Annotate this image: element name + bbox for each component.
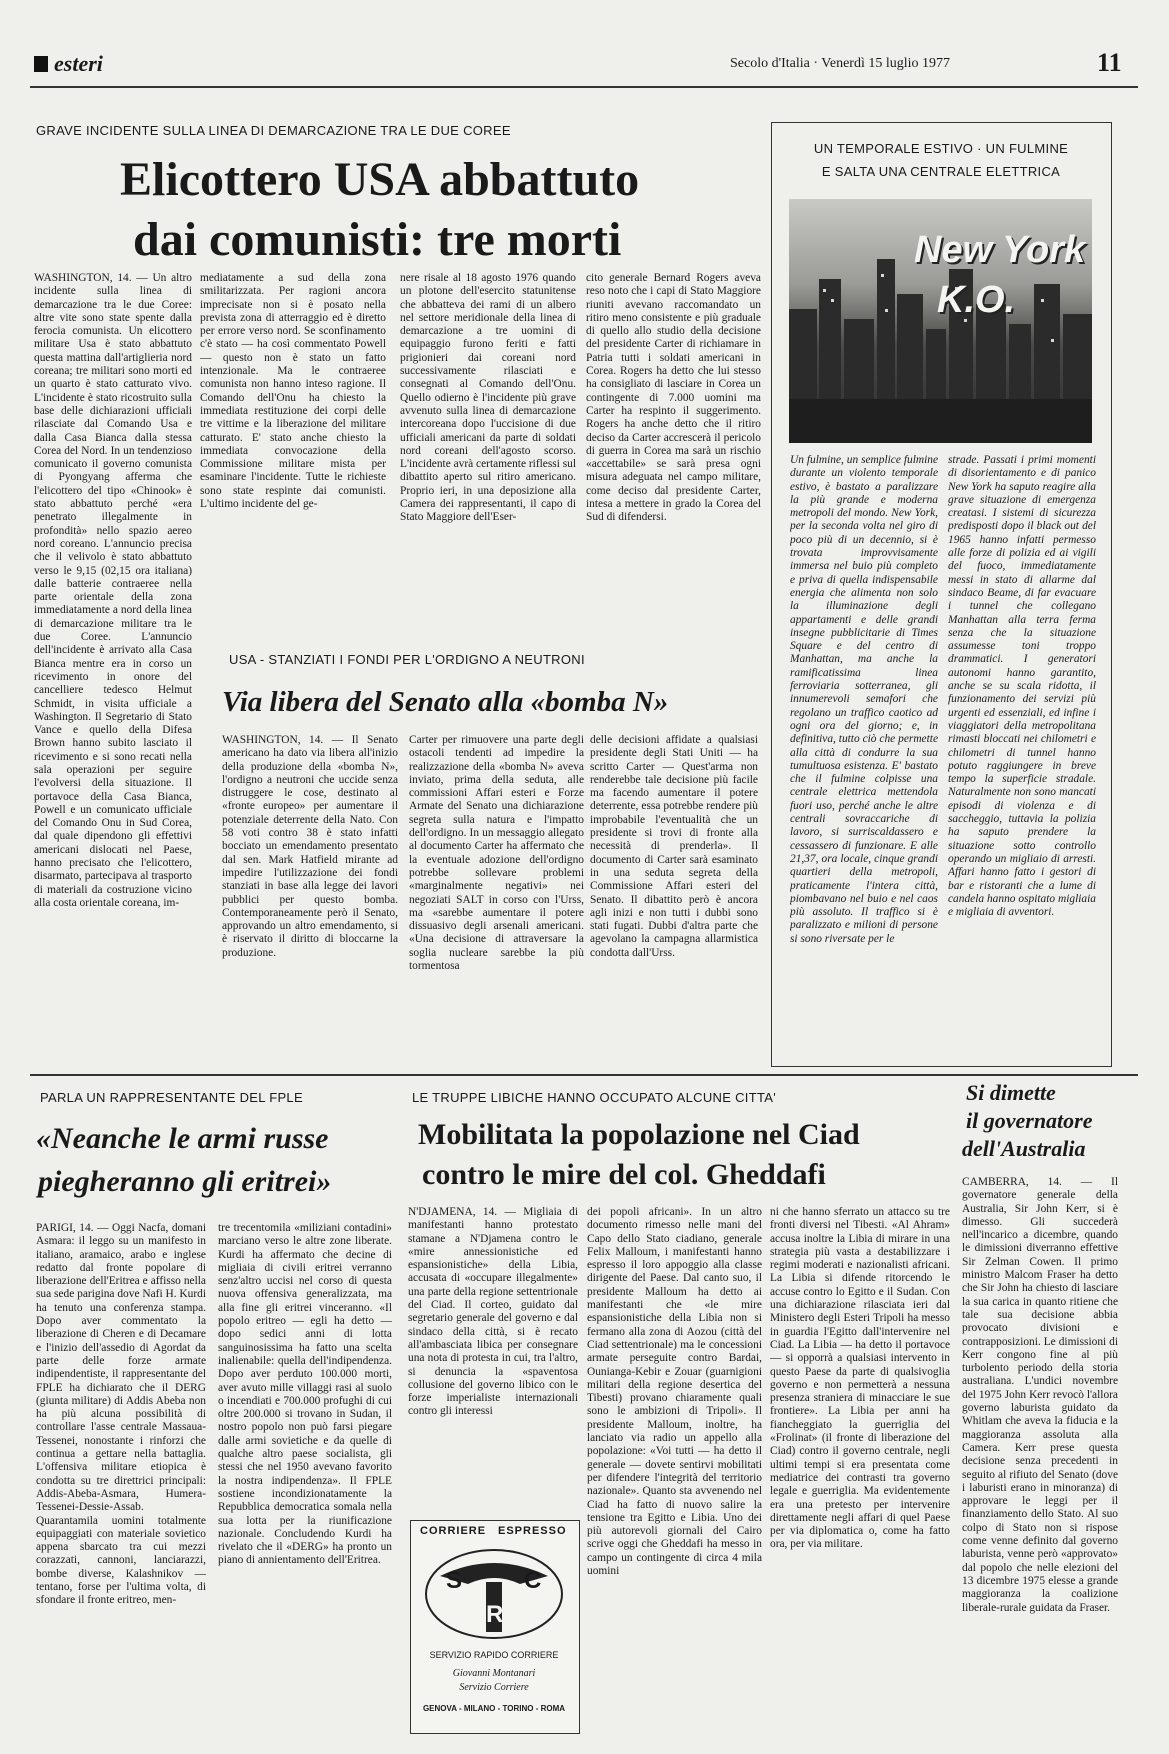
bomb-col-1: WASHINGTON, 14. — Il Senato americano ha dato via libera all'inizio della produzione della «bomba N», l'ordigno a neutroni che uccide senza distruggere le cose, destinato al «fronte europeo» per aumentare il potenziale deterrente della Nato. Con 58 voti contro 38 è stato infatti bocciato un emendamento presentato dal sen. Mark Hatfield mirante ad impedire l'utilizzazione dei fondi stanziati in base alla legge dei lavori pubblici per questo bomba. Contemporaneamente però il Senato, approvando un altro emendamento, si è riservato il diritto di bloccarne la produzione. <box>222 734 398 959</box>
ciad-kicker: LE TRUPPE LIBICHE HANNO OCCUPATO ALCUNE CITTA' <box>412 1090 776 1105</box>
mid-rule <box>30 1074 1138 1076</box>
ny-photo-caption-1: New York <box>914 229 1086 271</box>
australia-title-3: dell'Australia <box>962 1136 1086 1161</box>
bomb-col-2: Carter per rimuovere una parte degli ostacoli tendenti ad impedire la realizzazione della «bomba N» aveva inviato, prima della seduta, alle commissioni Affari esteri e Forze Armate del Senato una dichiarazione segreta sulla natura e l'impatto dell'ordigno. In un messaggio allegato al documento Carter ha affermato che la eventuale adozione dell'ordigno potrebbe sollevare problemi «marginalmente negativi» nei negoziati SALT in corso con l'Urss, ma «sarebbe aumentare il potere dissuasivo degli arsenali americani. «Una decisione di attraversare la soglia nucleare sarebbe la più tormentosa <box>409 734 584 973</box>
heli-col-1: WASHINGTON, 14. — Un altro incidente sulla linea di demarcazione tra le due Coree: altre vite sono state spente dalla ferocia comunista. Un elicottero militare Usa è stato abbattuto questa mattina dall'artiglieria nord coreana; tre militari sono morti ed un quarto è stato catturato vivo. L'incidente è stato ricostruito sulla base delle dichiarazioni ufficiali rilasciate dal Comando Usa e dalla Casa Bianca dalla stessa Corea del Nord. In un tendenzioso comunicato il governo comunista di Pyongyang afferma che l'elicottero del tipo «Chinook» è stato abbattuto perché «era penetrato illegalmente in profondità» nello spazio aereo nord coreano. L'annuncio precisa che il velivolo è stato abbattuto verso le 9,15 (02,15 ora italiana) dalle batterie contraeree nella parte orientale della zona immediatamente a nord della linea di demarcazione militare tra le due Coree. L'annuncio dell'incidente è arrivato alla Casa Bianca mentre era in corso un ricevimento in onore del cancelliere tedesco Helmut Schmidt, in visita ufficiale a Washington. Il Segretario di Stato Vance e quello della Difesa Brown hanno subito lasciato il ricevimento e si sono recati nella sala operazioni per seguire l'evolversi della situazione. Il portavoce della Casa Bianca, Powell e un comunicato ufficiale del Comando Onu in Sud Corea, dal quale dipendono gli effettivi americani dislocati nel Paese, hanno precisato che l'elicottero, disarmato, partecipava al trasporto di materiali da costruzione vicino alla costa orientale coreana, im- <box>34 272 192 909</box>
eritrea-col-2: tre trecentomila «miliziani contadini» marciano verso le altre zone liberate. Kurdi ha affermato che decine di migliaia di civili eritrei verranno senz'altro uccisi nel corso di questa nuova offensiva generalizzata, ma alla fine gli eritrei vinceranno. «Il popolo eritreo — egli ha detto — dopo sedici anni di lotta sanguinosissima ha fatto una scelta inalienabile: quella dell'indipendenza. Dopo aver perduto 100.000 morti, aver avuto mille villaggi rasi al suolo o incendiati e 700.000 profughi di cui oltre 200.000 si trovano in Sudan, il nostro popolo non può farsi piegare dalle armi sovietiche e da quelle di qualche altro paese socialista, gli stessi che nel 1950 avevano favorito la nostra indipendenza». Il FPLE sostiene incondizionatamente la Repubblica democratica somala nella sua lotta per la riunificazione nazionale. Concludendo Kurdi ha rivelato che il «DERG» ha pronto un piano di annientamento dell'Eritrea. <box>218 1222 392 1567</box>
section-icon <box>34 56 48 72</box>
advert-cities: GENOVA - MILANO - TORINO - ROMA <box>422 1704 566 1713</box>
ciad-title-2: contro le mire del col. Gheddafi <box>422 1158 826 1191</box>
heli-col-4: cito generale Bernard Rogers aveva reso noto che i capi di Stato Maggiore riuniti avevano raccomandato un ritiro meno consistente e più graduale di quello allo studio della decisione del presidente Carter di richiamare in Patria tutti i soldati americani in Corea. Rogers ha detto che lui stesso ha consigliato di lasciare in Corea un contingente di 7.000 uomini ma Carter ha respinto il suggerimento. Rogers ha anche detto che il ritiro deciso da Carter accrescerà il pericolo di guerra in Corea ma sarà un rischio «accettabile» se sarà presa ogni misura adeguata nel campo militare, come deciso dal presidente Carter, intesa a mettere in grado la Corea del Sud di difendersi. <box>586 272 761 524</box>
advert-service: SERVIZIO RAPIDO CORRIERE <box>429 1650 559 1660</box>
heli-col-2: mediatamente a sud della zona smilitarizzata. Per ragioni ancora imprecisate non si è posato nella prevista zona di atterraggio ed è diretto per errore verso nord. Se sconfinamento c'è stato — ha così commentato Powell — questo non è stato un fatto intenzionale. Ma le contraeree comunista non hanno inteso ragione. Il Comando dell'Onu ha chiesto la immediata restituzione dei corpi delle tre vittime e la liberazione del militare catturato. E' stato anche chiesto la immediata convocazione della Commissione militare mista per esaminare l'incidente. Tutte le richieste sono state respinte dai comunisti. L'ultimo incidente del ge- <box>200 272 386 511</box>
ny-photo <box>789 199 1092 443</box>
ciad-col-2: dei popoli africani». In un altro documento rimesso nelle mani del Capo dello Stato ciadiano, generale Felix Malloum, i manifestanti hanno espresso il loro appoggio alla classe dirigente del Paese. Dal canto suo, il presidente Malloum ha detto ai manifestanti che «le mire espansionistiche della Libia non si fermano alla zona di Aozou (città del Ciad settentrionale) ma le concessioni armate perseguite contro Bardai, Ounianga-Kebir e Zouar (guarnigioni militari della regione desertica del Tibesti) provano chiaramente quali sono le ambizioni di Tripoli». Il presidente Malloum, inoltre, ha lanciato via radio un appello alla popolazione: «Voi tutti — ha detto il generale — dovete sentirvi mobilitati per difendere l'integrità del territorio nazionale». Quanto sta avvenendo nel Ciad ha fatto di nuovo salire la tensione tra Egitto e Libia. Uno dei più autorevoli giornali del Cairo scrive oggi che Gheddafi ha messo in campo un contingente di circa 4 mila uomini <box>587 1206 762 1578</box>
bomb-title: Via libera del Senato alla «bomba N» <box>222 686 669 718</box>
advert-signature-2: Servizio Corriere <box>459 1682 529 1693</box>
australia-body: CAMBERRA, 14. — Il governatore generale della Australia, Sir John Kerr, si è dimesso. Gli succederà nell'incarico a dicembre, quando le dimissioni diverranno effettive Sir Zelman Cowen. Il primo ministro Malcom Fraser ha detto che Sir John ha chiesto di lasciare la sua carica in quanto ritiene che tale sua decisione abbia provocato divisioni e contrapposizioni. Le dimissioni di Kerr congono fine al più turbolento periodo della storia australiana. L'undici novembre del 1975 John Kerr revocò l'allora governo laburista guidato da Whitlam che aveva la fiducia e la maggioranza assoluta alla Camera. Kerr prese questa decisione senza precedenti in seguito al rifiuto del Senato (dove i laburisti erano in minoranza) di approvare le leggi per il finanziamento dello Stato. Al suo colpo di Stato non si rispose come venne definito dal governo laburista, venne però «approvato» dal popolo che nelle elezioni del 13 dicembre 1975 elesse a grande maggioranza la coalizione liberale-rurale guidata da Fraser. <box>962 1176 1118 1614</box>
advert-letter-c: C <box>524 1567 542 1594</box>
header-rule <box>30 86 1138 88</box>
heli-col-3: nere risale al 18 agosto 1976 quando un plotone dell'esercito statunitense che abbatteva dei rami di un albero nel settore meridionale della linea di demarcazione a tre uomini di equipaggio furono feriti e fatti prigionieri dai coreani nord successivamente rilasciati e consegnati al Comando dell'Onu. Quello odierno è l'incidente più grave avvenuto sulla linea di demarcazione intercoreana dopo l'uccisione di due ufficiali americani da parte di soldati nord coreani dell'agosto scorso. L'incidente avrà certamente riflessi sul dibattito aperto sul ritiro americano. Proprio ieri, in una deposizione alla Camera dei rappresentanti, il capo di Stato Maggiore dell'Eser- <box>400 272 576 524</box>
advert-letter-r: R <box>486 1601 504 1628</box>
ciad-col-1: N'DJAMENA, 14. — Migliaia di manifestanti hanno protestato stamane a N'Djamena contro le «mire annessionistiche ed espansionistiche» della Libia, accusata di «occupare illegalmente» una parte della regione settentrionale del Ciad. Il corteo, guidato dal segretario generale del governo e dal sindaco della città, si è recato all'ambasciata libica per consegnare una nota di protesta in cui, tra l'altro, si denuncia la «spaventosa collusione del governo libico con le forze imperialiste internazionali contro gli interessi <box>408 1206 578 1418</box>
bomb-kicker: USA - STANZIATI I FONDI PER L'ORDIGNO A NEUTRONI <box>229 652 585 667</box>
ny-kicker-2: E SALTA UNA CENTRALE ELETTRICA <box>821 164 1061 179</box>
ciad-col-3: ni che hanno sferrato un attacco su tre fronti diversi nel Tibesti. «Al Ahram» accusa inoltre la Libia di mirare in una strategia più vasta a destabilizzare i regimi moderati e nazionalisti africani. La Libia si difende ritorcendo le accuse contro lo Egitto e il Sudan. Con una dichiarazione rilasciata ieri dal Ministero degli Esteri Tripoli ha messo in guardia l'Egitto dall'intervenire nel Ciad. La Libia — ha detto il portavoce — si opporrà a qualsiasi intervento in questo Paese da parte di qualsivoglia governo e non permetterà a nessuna presenza straniera di minacciare le sue frontiere». La Libia per anni ha fiancheggiato la guerriglia del «Frolinat» (il fronte di liberazione del Ciad) contro il governo centrale, negli ultimi tempi si era presentata come mediatrice dei contrasti tra governo legale e guerriglia. Ma evidentemente era una pretesto per intervenire direttamente negli affari di quel Paese per via diplomatica o, come ha fatto ora, per via militare. <box>770 1206 950 1551</box>
ny-kicker-1: UN TEMPORALE ESTIVO · UN FULMINE <box>813 141 1069 156</box>
ny-photo-caption-2: K.O. <box>937 279 1016 321</box>
australia-title-2: il governatore <box>966 1108 1093 1133</box>
eritrea-title-2: piegheranno gli eritrei» <box>38 1165 332 1198</box>
heli-kicker: GRAVE INCIDENTE SULLA LINEA DI DEMARCAZIONE TRA LE DUE COREE <box>36 123 511 138</box>
advert-line-2: ESPRESSO <box>498 1525 567 1537</box>
australia-title-1: Si dimette <box>966 1080 1056 1105</box>
eritrea-col-1: PARIGI, 14. — Oggi Nacfa, domani Asmara: il leggo su un manifesto in italiano, aramaico, arabo e inglese redatto dal fronte popolare di liberazione dell'Eritrea e affisso nella sua sede parigina dove Nafi H. Kurdi ha tenuto una conferenza stampa. Dopo aver commentato la liberazione di Cheren e di Decamare e l'inizio dell'assedio di Agordat da parte delle forze armate indipendentiste, il rappresentante del FPLE ha dichiarato che il DERG (giunta militare) di Addis Abeba non ha più alcuna possibilità di controllare l'asse centrale Massaua-Tessenei, nonostante i rinforzi che continua a gettare nella battaglia. L'offensiva militare etiopica è condotta su tre direttrici principali: Addis-Abeba-Asmara, Humera-Tessenei-Dessie-Assab. Quarantamila uomini totalmente equipaggiati con materiale sovietico appena sbarcato tra cui mezzi corazzati, cannoni, lanciarazzi, bombe diverse, Kalashnikov — tentano, forse per l'ultima volta, di sfondare il fronte eritreo, men- <box>36 1222 206 1607</box>
masthead: Secolo d'Italia · Venerdì 15 luglio 1977 <box>730 56 951 71</box>
advert-letter-s: S <box>446 1567 463 1594</box>
ny-col-1: Un fulmine, un semplice fulmine durante un violento temporale estivo, è bastato a paralizzare la più grande e moderna metropoli del mondo. New York, per la seconda volta nel giro di poco più di un decennio, si è trovata improvvisamente immersa nel buio più completo e priva di quella indispensabile energia che alimenta non solo la illuminazione degli appartamenti e delle grandi insegne pubblicitarie di Times Square e del centro di Manhattan, ma anche la ramificatissima linea ferroviaria sotterranea, gli innumerevoli semafori che regolano un traffico caotico ad ogni ora del giorno; e, in definitiva, tutto ciò che permette alla città di condurre la sua tumultuosa esistenza. E' bastato che il fulmine colpisse una centrale elettrica mettendola fuori uso, perché anche le altre centrali sovraccariche di lavoro, si surriscaldassero e cessassero di funzionare. E alle 21,37, ora locale, cinque grandi quartieri della metropoli, praticamente l'intera città, piombavano nel buio e nel caos più assoluto. Il traffico si è paralizzato e milioni di persone si sono riversate per le <box>790 454 938 945</box>
heli-title-2: dai comunisti: tre morti <box>133 213 622 266</box>
ciad-title-1: Mobilitata la popolazione nel Ciad <box>418 1118 860 1151</box>
eritrea-kicker: PARLA UN RAPPRESENTANTE DEL FPLE <box>40 1090 303 1105</box>
advert-emblem <box>420 1544 568 1644</box>
bomb-col-3: delle decisioni affidate a qualsiasi presidente degli Stati Uniti — ha scritto Carter — Quest'arma non renderebbe tale decisione più facile ma facendo aumentare il potere deterrente, essa potrebbe rendere più improbabile l'eventualità che un presidente si trovi di fronte alla necessità di prenderla». Il documento di Carter sarà esaminato in una seduta segreta della Commissione Affari esteri del Senato. Il dibattito però è ancora agli inizi e non tutti i dubbi sono stati fugati. Dubbi d'altra parte che agevolano la campagna allarmistica condotta dall'Urss. <box>590 734 758 959</box>
eritrea-title-1: «Neanche le armi russe <box>36 1122 329 1155</box>
heli-title-1: Elicottero USA abbattuto <box>120 153 640 206</box>
advert-line-1: CORRIERE <box>420 1525 487 1537</box>
ny-col-2: strade. Passati i primi momenti di disorientamento e di panico New York ha saputo reagire alla grave situazione di emergenza creatasi. I sistemi di sicurezza predisposti dopo il black out del 1965 hanno infatti permesso alle forze di polizia ed ai vigili del fuoco, immediatamente messi in stato di allarme dal sindaco Beame, di far evacuare i tunnel che collegano Manhattan alla terra ferma senza che la situazione assumesse toni troppo drammatici. I generatori autonomi hanno garantito, anche se su scala ridotta, il funzionamento dei servizi più urgenti ed essenziali, ed infine i viaggiatori della metropolitana rimasti bloccati nei chilometri e chilometri di tunnel hanno potuto raggiungere in breve tempo la superficie stradale. Naturalmente non sono mancati episodi di violenza e di saccheggio, tuttavia la polizia ha saputo prendere la situazione sotto controllo operando un migliaio di arresti. Affari hanno fatto i gestori di bar e ristoranti che a lume di candela hanno ospitato migliaia e migliaia di avventori. <box>948 454 1096 919</box>
section-label: esteri <box>54 51 103 76</box>
page-number: 11 <box>1097 48 1122 77</box>
advert-signature-1: Giovanni Montanari <box>452 1668 536 1679</box>
